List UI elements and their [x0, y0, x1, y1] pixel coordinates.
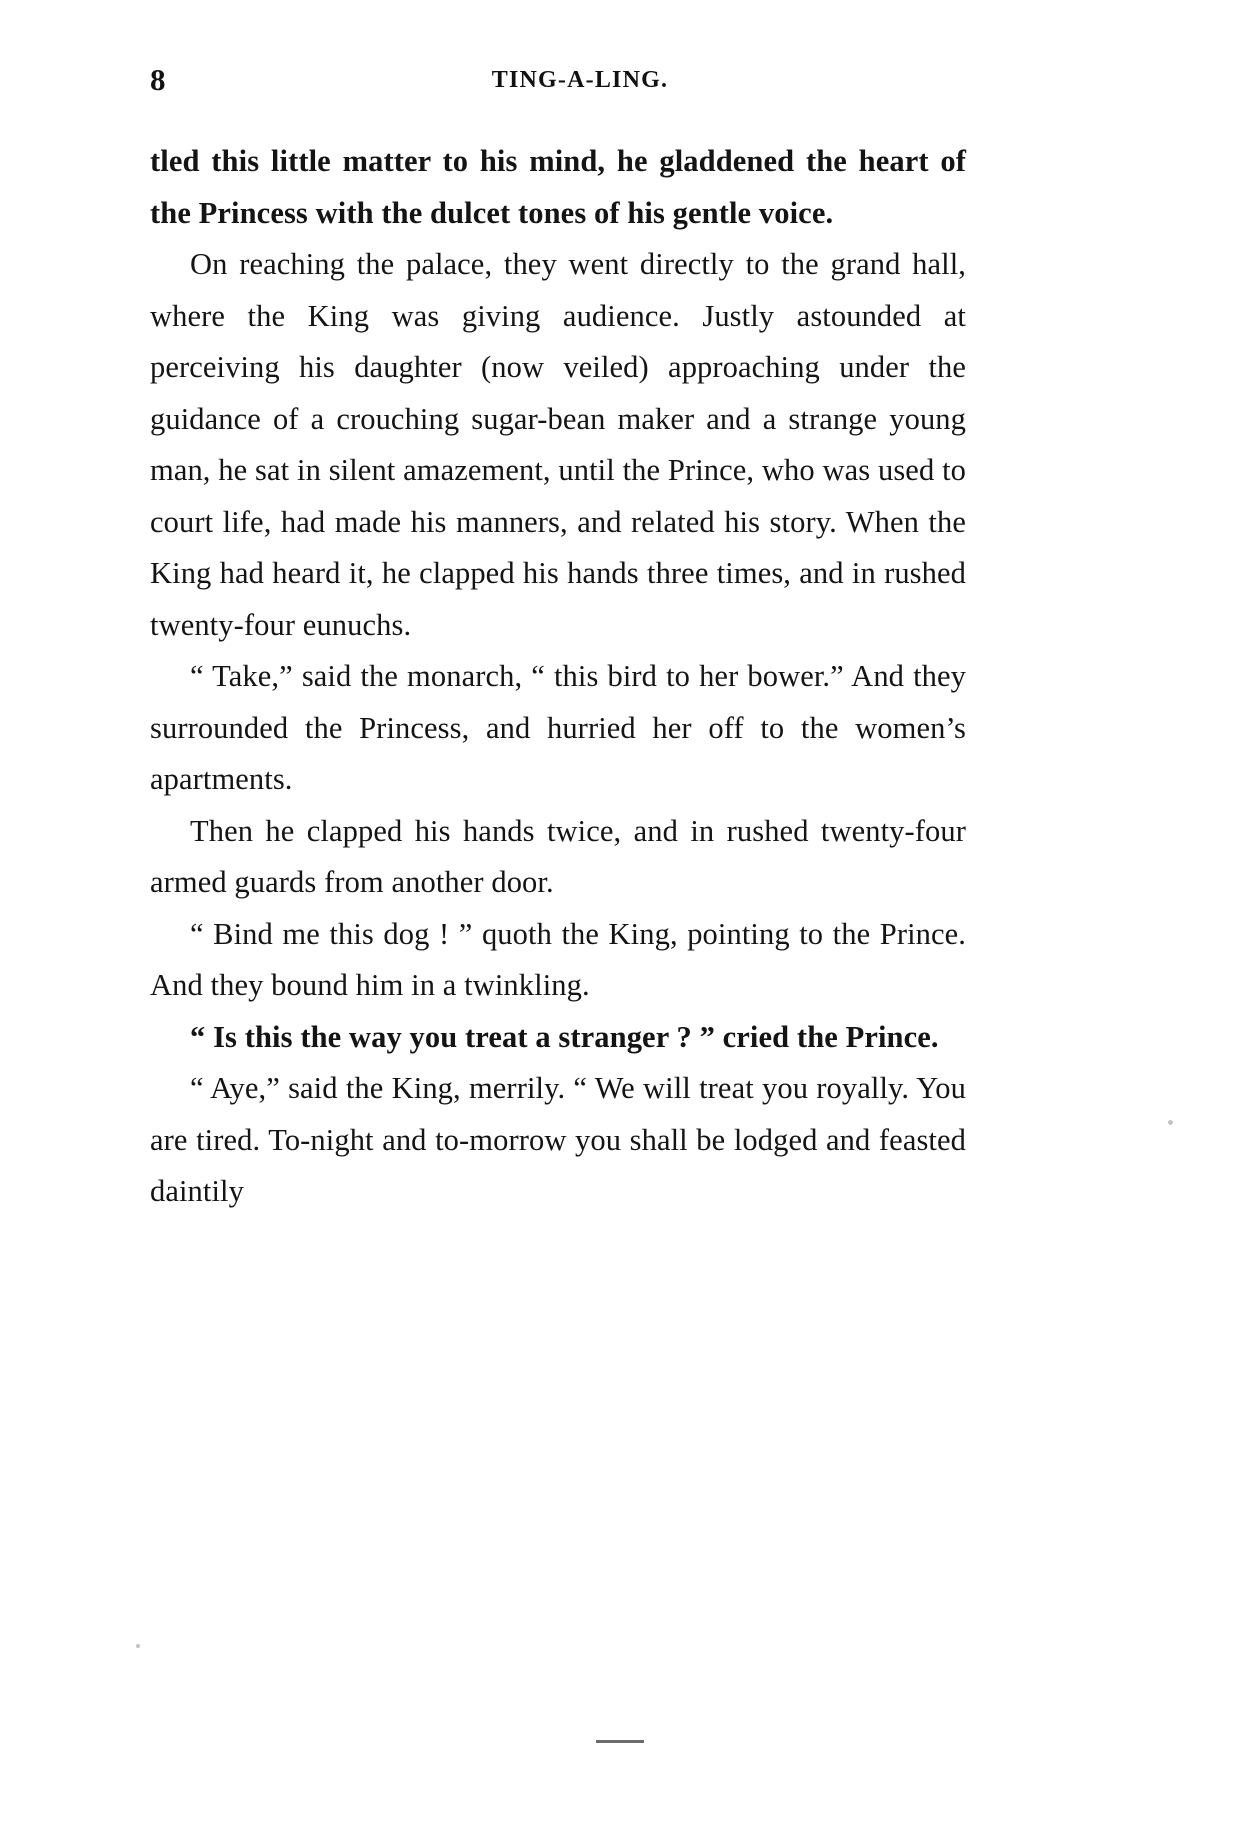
- paragraph-7: “ Aye,” said the King, merrily. “ We will treat you royally. You are tired. To-night and to-morrow you shall be lodged and feasted daintily: [150, 1071, 966, 1208]
- paper-speck: [1168, 1120, 1173, 1125]
- page-footer-rule: [596, 1740, 644, 1743]
- paragraph-4: Then he clapped his hands twice, and in rushed twenty-four armed guards from another door.: [150, 813, 966, 899]
- paragraph-1: tled this little matter to his mind, he gladdened the heart of the Princess with the dulcet tones of his gentle voice.: [150, 144, 966, 230]
- paragraph-2: On reaching the palace, they went directly to the grand hall, where the King was giving audience. Justly astounded at perceiving his daughter (now veiled) approaching under the guidance of a crouching sugar-bean maker and a strange young man, he sat in silent amazement, until the Prince, who was used to court life, had made his manners, and related his story. When the King had heard it, he clapped his hands three times, and in rushed twenty-four eunuchs.: [150, 247, 966, 642]
- paragraph-6: “ Is this the way you treat a stranger ? ” cried the Prince.: [190, 1019, 939, 1054]
- page-number: 8: [150, 62, 166, 97]
- running-head: TING-A-LING.: [491, 67, 669, 93]
- paper-speck: [136, 1644, 140, 1648]
- page-header: [150, 62, 990, 104]
- paragraph-3: “ Take,” said the monarch, “ this bird to her bower.” And they surrounded the Princess, and hurried her off to the women’s apartments.: [150, 659, 966, 796]
- paragraph-5: “ Bind me this dog ! ” quoth the King, pointing to the Prince. And they bound him in a twinkling.: [150, 916, 966, 1002]
- body-text: [150, 136, 966, 1218]
